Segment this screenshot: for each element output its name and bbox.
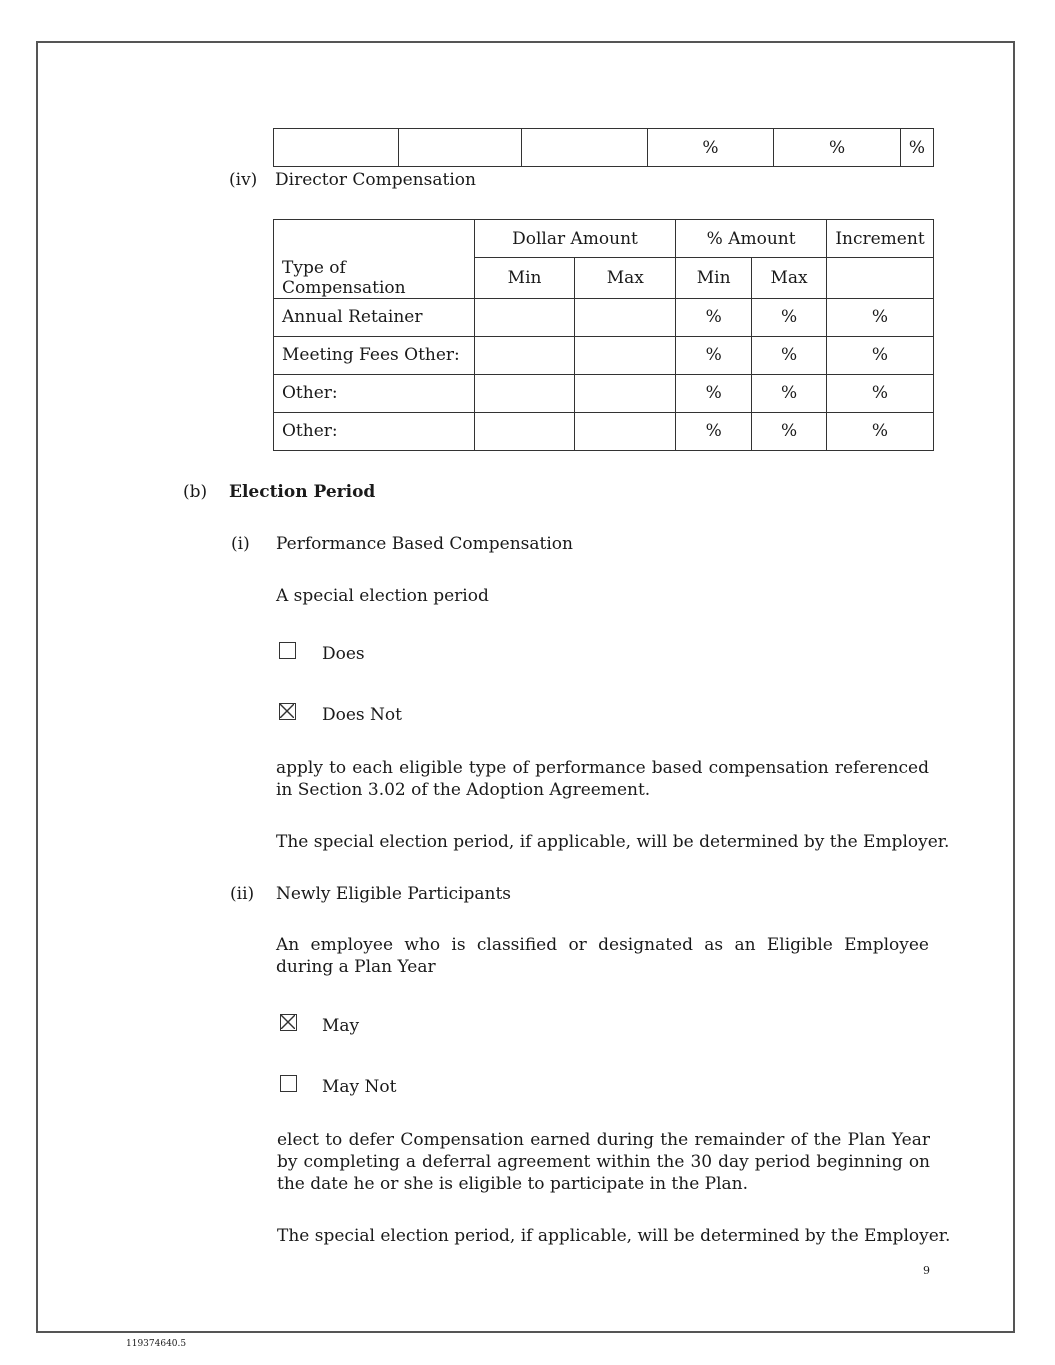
document-id: 119374640.5 bbox=[126, 1339, 187, 1349]
section-title: Newly Eligible Participants bbox=[276, 884, 512, 904]
header-max: Max bbox=[575, 258, 676, 299]
header-type: Type of Compensation bbox=[274, 258, 475, 299]
table-cell bbox=[575, 336, 676, 374]
paragraph: apply to each eligible type of performance based compensation referenced in Section 3.02 of the Adoption Agreement. bbox=[276, 758, 929, 800]
header-min: Min bbox=[474, 258, 575, 299]
table-row bbox=[274, 336, 934, 374]
table-cell: % bbox=[676, 412, 752, 450]
paragraph: The special election period, if applicable, will be determined by the Employer. bbox=[276, 832, 950, 852]
paragraph: The special election period, if applicable, will be determined by the Employer. bbox=[277, 1226, 951, 1246]
table-cell bbox=[274, 129, 399, 167]
table-cell: % bbox=[676, 336, 752, 374]
table-cell: % bbox=[647, 129, 774, 167]
header-dollar-amount: Dollar Amount bbox=[474, 220, 676, 258]
table-header-row bbox=[274, 220, 934, 258]
table-row bbox=[274, 374, 934, 412]
table-row bbox=[274, 129, 934, 167]
table-cell: % bbox=[826, 412, 933, 450]
table-cell bbox=[575, 298, 676, 336]
option-label: May Not bbox=[322, 1077, 397, 1097]
table-cell: % bbox=[752, 374, 827, 412]
checkbox-does-not[interactable] bbox=[279, 703, 296, 720]
table-cell: % bbox=[676, 374, 752, 412]
table-cell bbox=[575, 374, 676, 412]
header-percent-amount: % Amount bbox=[676, 220, 827, 258]
paragraph: A special election period bbox=[276, 586, 489, 606]
table-cell: % bbox=[774, 129, 901, 167]
table-cell: % bbox=[752, 412, 827, 450]
section-number: (iv) bbox=[229, 170, 258, 190]
table-cell: % bbox=[676, 298, 752, 336]
table-row bbox=[274, 412, 934, 450]
section-title: Director Compensation bbox=[275, 170, 476, 190]
table-cell bbox=[474, 412, 575, 450]
table-cell bbox=[826, 258, 933, 299]
section-number: (b) bbox=[183, 482, 208, 502]
table-cell: % bbox=[752, 336, 827, 374]
page-number: 9 bbox=[923, 1264, 930, 1277]
section-number: (i) bbox=[231, 534, 250, 554]
checkbox-may-not[interactable] bbox=[280, 1075, 297, 1092]
table-cell bbox=[474, 374, 575, 412]
top-table bbox=[273, 128, 934, 167]
checkbox-may[interactable] bbox=[280, 1014, 297, 1031]
director-compensation-table bbox=[273, 219, 934, 451]
section-title: Performance Based Compensation bbox=[276, 534, 573, 554]
option-label: Does Not bbox=[322, 705, 402, 725]
header-max: Max bbox=[752, 258, 827, 299]
section-heading: Election Period bbox=[229, 482, 376, 502]
header-min: Min bbox=[676, 258, 752, 299]
checkbox-does[interactable] bbox=[279, 642, 296, 659]
table-cell bbox=[521, 129, 647, 167]
table-cell: % bbox=[826, 336, 933, 374]
row-label: Annual Retainer bbox=[274, 298, 475, 336]
table-header-row bbox=[274, 258, 934, 299]
section-number: (ii) bbox=[230, 884, 255, 904]
table-cell bbox=[274, 220, 475, 258]
row-label: Other: bbox=[274, 374, 475, 412]
table-cell: % bbox=[826, 374, 933, 412]
header-increment: Increment bbox=[826, 220, 933, 258]
table-cell: % bbox=[752, 298, 827, 336]
option-label: Does bbox=[322, 644, 365, 664]
row-label: Other: bbox=[274, 412, 475, 450]
paragraph: An employee who is classified or designated as an Eligible Employee during a Plan Year bbox=[276, 935, 929, 977]
table-cell bbox=[575, 412, 676, 450]
option-label: May bbox=[322, 1016, 360, 1036]
table-cell bbox=[474, 298, 575, 336]
paragraph: elect to defer Compensation earned during the remainder of the Plan Year by completing a deferral agreement within the 30 day period beginning on the date he or she is eligible to participate in the Plan. bbox=[277, 1130, 930, 1194]
table-cell: % bbox=[900, 129, 933, 167]
table-cell bbox=[474, 336, 575, 374]
table-cell bbox=[398, 129, 521, 167]
table-row bbox=[274, 298, 934, 336]
row-label: Meeting Fees Other: bbox=[274, 336, 475, 374]
table-cell: % bbox=[826, 298, 933, 336]
